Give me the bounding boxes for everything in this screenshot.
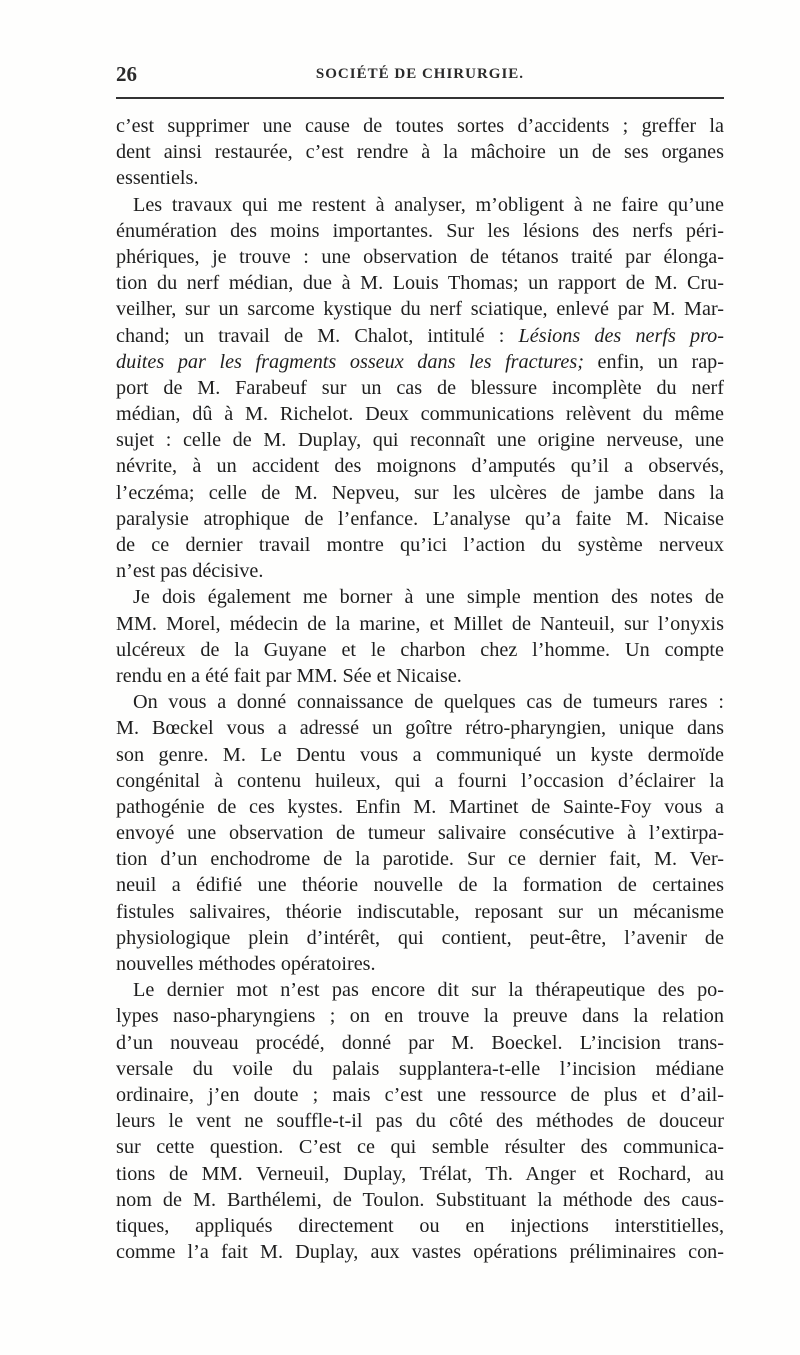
page-number: 26 [116, 62, 137, 86]
text-line: énumération des moins importantes. Sur les lésions des nerfs péri- [116, 219, 724, 242]
text-line: Le dernier mot n’est pas encore dit sur la thérapeutique des po- [133, 979, 724, 1002]
text-line: c’est supprimer une cause de toutes sortes d’accidents ; greffer la [116, 115, 724, 137]
text-line: médian, dû à M. Richelot. Deux communications relèvent du même [116, 403, 724, 426]
text-line: essentiels. [116, 167, 199, 190]
text-line: congénital à contenu huileux, qui a fourni l’occasion d’éclairer la [116, 769, 724, 792]
text-line: ulcéreux de la Guyane et le charbon chez l’homme. Un compte [116, 638, 724, 661]
header-rule [116, 97, 724, 99]
text-line: pathogénie de ces kystes. Enfin M. Martinet de Sainte-Foy vous a [116, 795, 724, 818]
text-segment: chand; un travail de M. Chalot, intitulé : [116, 324, 519, 347]
text-line: tiques, appliqués directement ou en injections interstitielles, [116, 1214, 724, 1237]
text-line: leurs le vent ne souffle-t-il pas du côté des méthodes de douceur [116, 1110, 724, 1133]
text-line: physiologique plein d’intérêt, qui contient, peut-être, l’avenir de [116, 926, 724, 949]
text-line: ordinaire, j’en doute ; mais c’est une ressource de plus et d’ail- [116, 1083, 724, 1106]
text-line: phériques, je trouve : une observation de tétanos traité par élonga- [116, 245, 724, 268]
text-line: l’eczéma; celle de M. Nepveu, sur les ulcères de jambe dans la [116, 481, 724, 504]
text-segment: enfin, un rap- [583, 350, 724, 373]
text-line: paralysie atrophique de l’enfance. L’analyse qu’a faite M. Nicaise [116, 507, 724, 530]
text-line: lypes naso-pharyngiens ; on en trouve la preuve dans la relation [116, 1005, 724, 1028]
text-line: neuil a édifié une théorie nouvelle de la formation de certaines [116, 874, 724, 897]
text-line: veilher, sur un sarcome kystique du nerf sciatique, enlevé par M. Mar- [116, 298, 724, 321]
text-line: dent ainsi restaurée, c’est rendre à la mâchoire un de ses organes [116, 141, 724, 164]
text-line: fistules salivaires, théorie indiscutable, reposant sur un mécanisme [116, 900, 724, 923]
text-line: nom de M. Barthélemi, de Toulon. Substituant la méthode des caus- [116, 1188, 724, 1211]
text-line: envoyé une observation de tumeur salivaire consécutive à l’extirpa- [116, 822, 724, 845]
text-line: versale du voile du palais supplantera-t-elle l’incision médiane [116, 1057, 724, 1080]
text-line: de ce dernier travail montre qu’ici l’action du système nerveux [116, 534, 724, 556]
text-line: tion d’un enchodrome de la parotide. Sur ce dernier fait, M. Ver- [116, 848, 724, 871]
running-title: SOCIÉTÉ DE CHIRURGIE. [315, 66, 525, 82]
italic-title: Lésions des nerfs pro- [518, 324, 724, 347]
text-line: Je dois également me borner à une simple mention des notes de [133, 586, 724, 609]
text-line: rendu en a été fait par MM. Sée et Nicaise. [116, 664, 462, 687]
text-line: Les travaux qui me restent à analyser, m’obligent à ne faire qu’une [133, 193, 724, 216]
text-line: MM. Morel, médecin de la marine, et Millet de Nanteuil, sur l’onyxis [116, 612, 724, 635]
text-line: M. Bœckel vous a adressé un goître rétro-pharyngien, unique dans [116, 717, 724, 740]
text-line: nouvelles méthodes opératoires. [116, 953, 376, 975]
text-line: tions de MM. Verneuil, Duplay, Trélat, Th. Anger et Rochard, au [116, 1162, 724, 1185]
text-line: On vous a donné connaissance de quelques cas de tumeurs rares : [133, 691, 724, 714]
text-line: sujet : celle de M. Duplay, qui reconnaît une origine nerveuse, une [116, 429, 724, 452]
page-header [116, 62, 724, 86]
text-line: son genre. M. Le Dentu vous a communiqué un kyste dermoïde [116, 743, 724, 766]
text-line [116, 349, 724, 375]
italic-title: duites par les fragments osseux dans les fractures; [116, 350, 584, 373]
text-line: tion du nerf médian, due à M. Louis Thomas; un rapport de M. Cru- [116, 272, 724, 295]
text-line: sur cette question. C’est ce qui semble résulter des communica- [116, 1136, 724, 1159]
text-line: comme l’a fait M. Duplay, aux vastes opérations préliminaires con- [116, 1241, 724, 1264]
text-line: d’un nouveau procédé, donné par M. Boeckel. L’incision trans- [116, 1031, 724, 1054]
text-line: port de M. Farabeuf sur un cas de blessure incomplète du nerf [116, 376, 724, 399]
text-line [116, 323, 724, 349]
text-line: névrite, à un accident des moignons d’amputés qu’il a observés, [116, 455, 724, 478]
text-line: n’est pas décisive. [116, 560, 264, 583]
body-text [116, 113, 724, 1265]
